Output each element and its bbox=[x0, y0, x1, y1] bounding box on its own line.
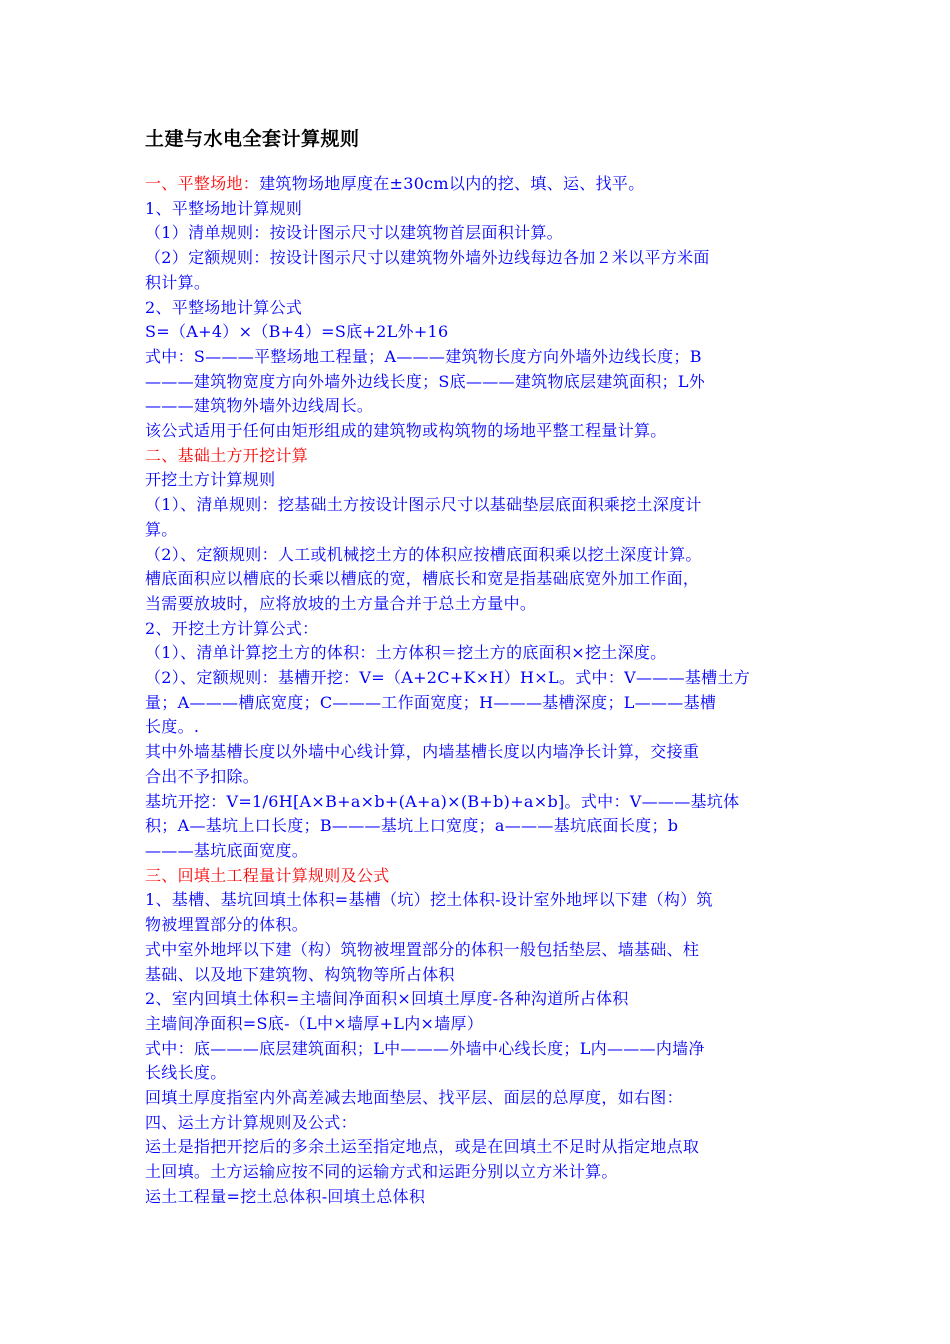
text-line bbox=[145, 1086, 810, 1111]
text-line bbox=[145, 271, 810, 296]
text-line bbox=[145, 1061, 810, 1086]
body-text: 算。 bbox=[145, 519, 178, 539]
body-text: 长线长度。 bbox=[145, 1063, 227, 1083]
text-line bbox=[145, 963, 810, 988]
body-text: 式中室外地坪以下建（构）筑物被埋置部分的体积一般包括垫层、墙基础、柱 bbox=[145, 939, 700, 959]
body-text: 量；A———槽底宽度；C———工作面宽度；H———基槽深度；L———基槽 bbox=[145, 692, 717, 712]
text-line bbox=[145, 1111, 810, 1136]
body-text: （2）、定额规则：基槽开挖：V=（A+2C+K×H）H×L。式中：V———基槽土方 bbox=[145, 668, 751, 688]
text-line bbox=[145, 790, 810, 815]
body-text: （2）定额规则：按设计图示尺寸以建筑物外墙外边线每边各加２米以平方米面 bbox=[145, 248, 710, 268]
body-text: 基坑开挖：V=1/6H[A×B+a×b+(A+a)×(B+b)+a×b]。式中：V———基坑体 bbox=[145, 791, 740, 811]
text-line bbox=[145, 567, 810, 592]
text-line bbox=[145, 987, 810, 1012]
body-text: 该公式适用于任何由矩形组成的建筑物或构筑物的场地平整工程量计算。 bbox=[145, 421, 667, 441]
text-line bbox=[145, 715, 810, 740]
body-text: 回填土厚度指室内外高差减去地面垫层、找平层、面层的总厚度，如右图： bbox=[145, 1088, 683, 1108]
text-line bbox=[145, 172, 810, 197]
body-text: （1）、清单规则：挖基础土方按设计图示尺寸以基础垫层底面积乘挖土深度计 bbox=[145, 495, 702, 515]
text-line bbox=[145, 740, 810, 765]
text-line bbox=[145, 493, 810, 518]
body-text: 主墙间净面积=S底-（L中×墙厚+L内×墙厚） bbox=[145, 1013, 484, 1033]
text-line bbox=[145, 864, 810, 889]
body-text: 其中外墙基槽长度以外墙中心线计算，内墙基槽长度以内墙净长计算，交接重 bbox=[145, 742, 700, 762]
document-page bbox=[145, 118, 810, 1210]
body-text: 积计算。 bbox=[145, 272, 211, 292]
body-text: 物被埋置部分的体积。 bbox=[145, 915, 309, 935]
text-line bbox=[145, 765, 810, 790]
text-line bbox=[145, 296, 810, 321]
document-body bbox=[145, 172, 810, 1210]
text-line bbox=[145, 543, 810, 568]
text-line bbox=[145, 839, 810, 864]
body-text: 积；A—基坑上口长度；B———基坑上口宽度；a———基坑底面长度；b bbox=[145, 816, 679, 836]
text-line bbox=[145, 370, 810, 395]
text-line bbox=[145, 444, 810, 469]
text-line bbox=[145, 592, 810, 617]
text-line bbox=[145, 221, 810, 246]
body-text: 建筑物场地厚度在±30cm以内的挖、填、运、找平。 bbox=[259, 174, 645, 193]
text-line bbox=[145, 468, 810, 493]
text-line bbox=[145, 1037, 810, 1062]
section-heading-text: 一、平整场地： bbox=[145, 174, 260, 193]
body-text: 1、基槽、基坑回填土体积=基槽（坑）挖土体积-设计室外地坪以下建（构）筑 bbox=[145, 890, 713, 910]
body-text: 2、开挖土方计算公式： bbox=[145, 618, 319, 638]
body-text: 长度。. bbox=[145, 717, 200, 737]
text-line bbox=[145, 320, 810, 345]
section-heading-text: 二、基础土方开挖计算 bbox=[145, 445, 309, 465]
text-line bbox=[145, 888, 810, 913]
body-text: 开挖土方计算规则 bbox=[145, 470, 276, 490]
text-line bbox=[145, 419, 810, 444]
text-line bbox=[145, 518, 810, 543]
text-line bbox=[145, 691, 810, 716]
text-line bbox=[145, 814, 810, 839]
body-text: ———建筑物宽度方向外墙外边线长度；S底———建筑物底层建筑面积；L外 bbox=[145, 371, 706, 391]
text-line bbox=[145, 666, 810, 691]
section-heading-text: 三、回填土工程量计算规则及公式 bbox=[145, 865, 390, 885]
body-text: 运土工程量=挖土总体积-回填土总体积 bbox=[145, 1186, 426, 1206]
body-text: 合出不予扣除。 bbox=[145, 766, 260, 786]
body-text: S=（A+4）×（B+4）=S底+2L外+16 bbox=[145, 322, 449, 342]
body-text: ———建筑物外墙外边线周长。 bbox=[145, 396, 374, 416]
text-line bbox=[145, 345, 810, 370]
text-line bbox=[145, 1012, 810, 1037]
body-text: 槽底面积应以槽底的长乘以槽底的宽，槽底长和宽是指基础底宽外加工作面， bbox=[145, 569, 700, 589]
body-text: 式中：S———平整场地工程量；A———建筑物长度方向外墙外边线长度；B bbox=[145, 346, 702, 366]
body-text: 2、室内回填土体积=主墙间净面积×回填土厚度-各种沟道所占体积 bbox=[145, 989, 629, 1009]
body-text: 1、平整场地计算规则 bbox=[145, 198, 303, 218]
text-line bbox=[145, 394, 810, 419]
body-text: 式中：底———底层建筑面积；L中———外墙中心线长度；L内———内墙净 bbox=[145, 1038, 705, 1058]
body-text: 土回填。土方运输应按不同的运输方式和运距分别以立方米计算。 bbox=[145, 1162, 618, 1182]
text-line bbox=[145, 1135, 810, 1160]
text-line bbox=[145, 617, 810, 642]
text-line bbox=[145, 1185, 810, 1210]
body-text: （1）、清单计算挖土方的体积：土方体积＝挖土方的底面积×挖土深度。 bbox=[145, 643, 667, 663]
body-text: 运土是指把开挖后的多余土运至指定地点，或是在回填土不足时从指定地点取 bbox=[145, 1137, 700, 1157]
text-line bbox=[145, 913, 810, 938]
body-text: ———基坑底面宽度。 bbox=[145, 840, 309, 860]
text-line bbox=[145, 1160, 810, 1185]
body-text: 2、平整场地计算公式 bbox=[145, 297, 303, 317]
document-title: 土建与水电全套计算规则 bbox=[145, 128, 360, 150]
body-text: （1）清单规则：按设计图示尺寸以建筑物首层面积计算。 bbox=[145, 223, 563, 243]
text-line bbox=[145, 197, 810, 222]
text-line bbox=[145, 938, 810, 963]
body-text: 基础、以及地下建筑物、构筑物等所占体积 bbox=[145, 964, 455, 984]
body-text: 当需要放坡时，应将放坡的土方量合并于总土方量中。 bbox=[145, 593, 537, 613]
body-text: 四、运土方计算规则及公式： bbox=[145, 1112, 357, 1132]
text-line bbox=[145, 246, 810, 271]
text-line bbox=[145, 641, 810, 666]
body-text: （2）、定额规则：人工或机械挖土方的体积应按槽底面积乘以挖土深度计算。 bbox=[145, 544, 702, 564]
